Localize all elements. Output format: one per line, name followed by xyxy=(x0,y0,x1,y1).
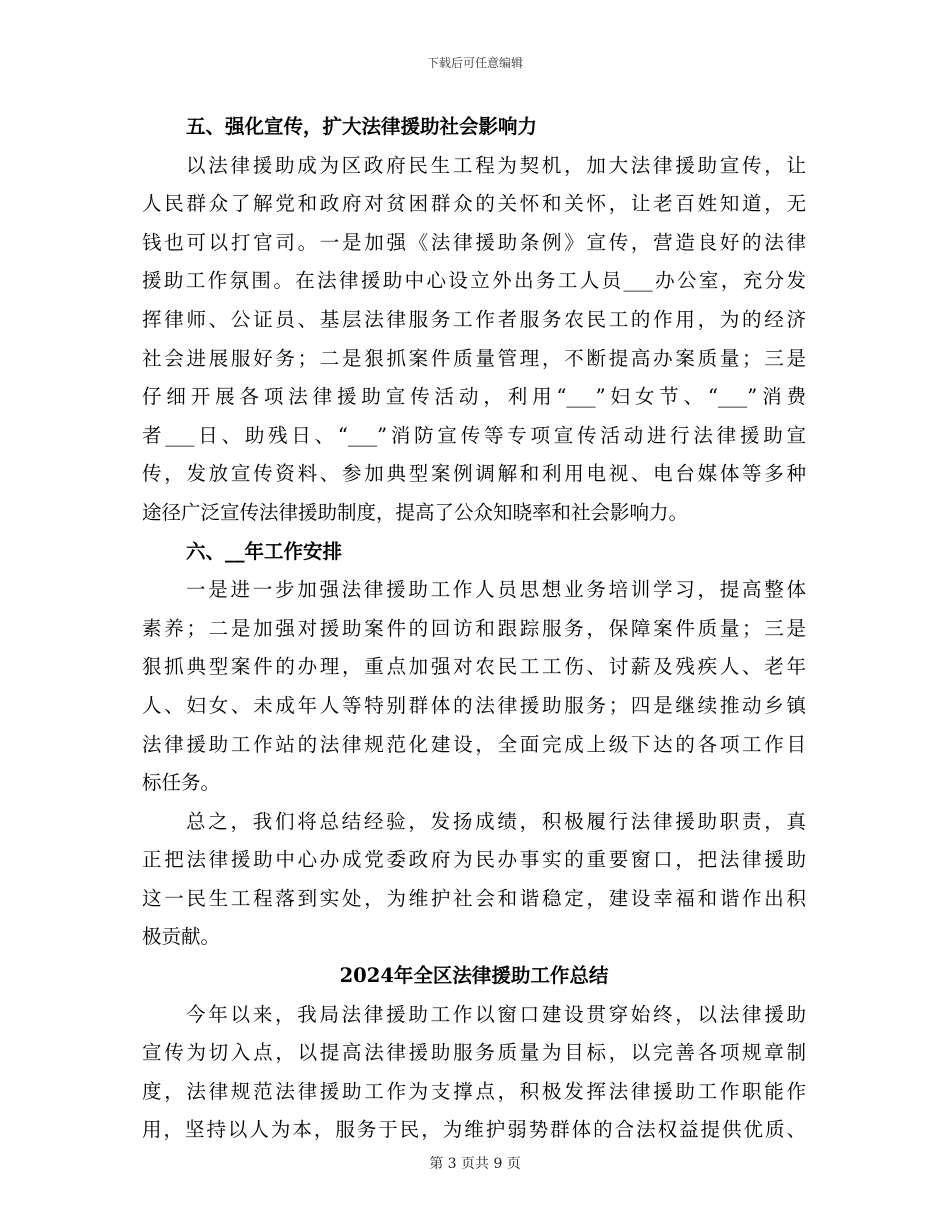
paragraph-line: 狠抓典型案件的办理，重点加强对农民工工伤、讨薪及残疾人、老年 xyxy=(142,655,806,679)
paragraph-line: 人民群众了解党和政府对贫困群众的关怀和关怀，让老百姓知道，无 xyxy=(142,192,806,216)
document-body xyxy=(142,108,806,1150)
paragraph-line: 标任务。 xyxy=(142,771,221,795)
paragraph-line: 宣传为切入点，以提高法律援助服务质量为目标，以完善各项规章制 xyxy=(142,1041,806,1065)
paragraph-line: 极贡献。 xyxy=(142,925,221,949)
paragraph-line: 以法律援助成为区政府民生工程为契机，加大法律援助宣传，让 xyxy=(186,153,806,177)
paragraph-line: 一是进一步加强法律援助工作人员思想业务培训学习，提高整体 xyxy=(186,578,806,602)
paragraph-line: 用，坚持以人为本，服务于民，为维护弱势群体的合法权益提供优质、 xyxy=(142,1118,806,1142)
paragraph-line: 援助工作氛围。在法律援助中心设立外出务工人员___办公室，充分发 xyxy=(142,269,806,293)
paragraph-line: 法律援助工作站的法律规范化建设，全面完成上级下达的各项工作目 xyxy=(142,732,806,756)
paragraph-line: 仔细开展各项法律援助宣传活动，利用“___”妇女节、“___”消费 xyxy=(142,385,806,409)
paragraph-line: 社会进展服好务；二是狠抓案件质量管理，不断提高办案质量；三是 xyxy=(142,346,806,370)
paragraph-line: 人、妇女、未成年人等特别群体的法律援助服务；四是继续推动乡镇 xyxy=(142,693,806,717)
paragraph-line: 正把法律援助中心办成党委政府为民办事实的重要窗口，把法律援助 xyxy=(142,848,806,872)
page-footer: 第 3 页共 9 页 xyxy=(429,1156,521,1172)
paragraph-line: 者___日、助残日、“___”消防宣传等专项宣传活动进行法律援助宣 xyxy=(142,423,806,447)
document-title: 2024年全区法律援助工作总结 xyxy=(339,964,609,988)
paragraph-line: 钱也可以打官司。一是加强《法律援助条例》宣传，营造良好的法律 xyxy=(142,230,806,254)
paragraph-line: 素养；二是加强对援助案件的回访和跟踪服务，保障案件质量；三是 xyxy=(142,616,806,640)
page-header: 下载后可任意编辑 xyxy=(426,56,523,70)
paragraph-line: 传，发放宣传资料、参加典型案例调解和利用电视、电台媒体等多种 xyxy=(142,462,806,486)
section-heading: 五、强化宣传，扩大法律援助社会影响力 xyxy=(186,115,538,138)
paragraph-line: 这一民生工程落到实处，为维护社会和谐稳定，建设幸福和谐作出积 xyxy=(142,886,806,910)
paragraph-line: 挥律师、公证员、基层法律服务工作者服务农民工的作用，为的经济 xyxy=(142,307,806,331)
paragraph-line: 度，法律规范法律援助工作为支撑点，积极发挥法律援助工作职能作 xyxy=(142,1079,806,1103)
paragraph-line: 途径广泛宣传法律援助制度，提高了公众知晓率和社会影响力。 xyxy=(142,500,689,524)
section-heading: 六、__年工作安排 xyxy=(186,539,343,563)
paragraph-line: 今年以来，我局法律援助工作以窗口建设贯穿始终，以法律援助 xyxy=(186,1002,806,1026)
paragraph-line: 总之，我们将总结经验，发扬成绩，积极履行法律援助职责，真 xyxy=(186,809,806,833)
